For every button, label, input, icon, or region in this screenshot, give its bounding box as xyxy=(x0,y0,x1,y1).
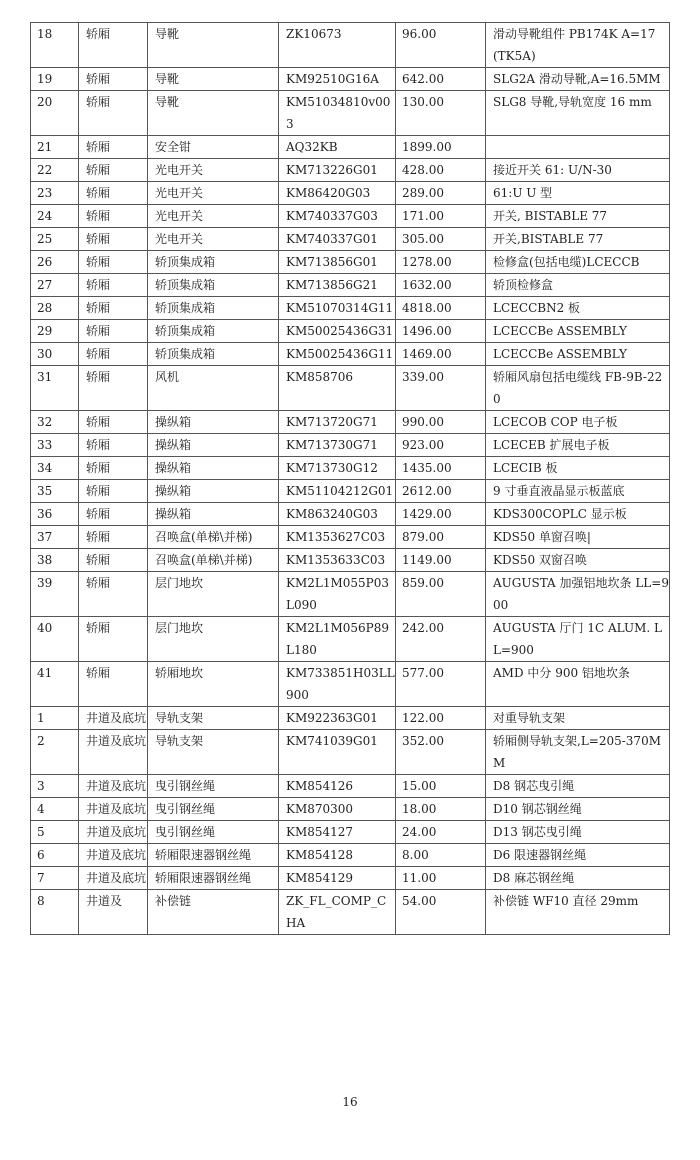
price-cell: 859.00 xyxy=(396,572,486,617)
row-number-cell: 34 xyxy=(31,457,79,480)
part-name-cell: 导轨支架 xyxy=(148,707,279,730)
price-cell: 339.00 xyxy=(396,366,486,411)
part-name-cell: 轿顶集成箱 xyxy=(148,297,279,320)
table-row xyxy=(31,274,670,297)
part-name-cell: 曳引钢丝绳 xyxy=(148,798,279,821)
table-row xyxy=(31,821,670,844)
part-name-cell: 导靴 xyxy=(148,68,279,91)
table-row xyxy=(31,182,670,205)
category-cell: 轿厢 xyxy=(79,434,148,457)
table-row xyxy=(31,411,670,434)
part-name-cell: 操纵箱 xyxy=(148,480,279,503)
price-cell: 1496.00 xyxy=(396,320,486,343)
part-code-cell: KM854128 xyxy=(279,844,396,867)
category-cell: 轿厢 xyxy=(79,480,148,503)
part-name-cell: 轿厢限速器钢丝绳 xyxy=(148,867,279,890)
part-name-cell: 召唤盒(单梯\并梯) xyxy=(148,549,279,572)
category-cell: 轿厢 xyxy=(79,182,148,205)
description-cell: 轿厢侧导轨支架,L=205-370MM xyxy=(486,730,670,775)
category-cell: 轿厢 xyxy=(79,411,148,434)
row-number-cell: 8 xyxy=(31,890,79,935)
part-code-cell: KM740337G03 xyxy=(279,205,396,228)
price-cell: 4818.00 xyxy=(396,297,486,320)
price-cell: 305.00 xyxy=(396,228,486,251)
description-cell: KDS50 双窗召唤 xyxy=(486,549,670,572)
row-number-cell: 23 xyxy=(31,182,79,205)
description-cell: 滑动导靴组件 PB174K A=17 (TK5A) xyxy=(486,23,670,68)
part-code-cell: KM50025436G31 xyxy=(279,320,396,343)
category-cell: 井道及底坑 xyxy=(79,707,148,730)
category-cell: 轿厢 xyxy=(79,457,148,480)
row-number-cell: 20 xyxy=(31,91,79,136)
description-cell: LCECCBN2 板 xyxy=(486,297,670,320)
part-code-cell: KM740337G01 xyxy=(279,228,396,251)
table-row xyxy=(31,549,670,572)
table-row xyxy=(31,662,670,707)
part-name-cell: 操纵箱 xyxy=(148,503,279,526)
price-cell: 96.00 xyxy=(396,23,486,68)
description-cell: KDS300COPLC 显示板 xyxy=(486,503,670,526)
part-name-cell: 层门地坎 xyxy=(148,617,279,662)
row-number-cell: 30 xyxy=(31,343,79,366)
description-cell: D13 钢芯曳引绳 xyxy=(486,821,670,844)
part-name-cell: 导轨支架 xyxy=(148,730,279,775)
price-cell: 54.00 xyxy=(396,890,486,935)
row-number-cell: 27 xyxy=(31,274,79,297)
part-code-cell: KM1353633C03 xyxy=(279,549,396,572)
category-cell: 轿厢 xyxy=(79,320,148,343)
category-cell: 井道及底坑 xyxy=(79,775,148,798)
part-code-cell: KM854129 xyxy=(279,867,396,890)
row-number-cell: 6 xyxy=(31,844,79,867)
part-code-cell: AQ32KB xyxy=(279,136,396,159)
parts-price-table xyxy=(30,22,670,935)
description-cell: D8 钢芯曳引绳 xyxy=(486,775,670,798)
description-cell: KDS50 单窗召唤| xyxy=(486,526,670,549)
part-code-cell: KM51070314G11 xyxy=(279,297,396,320)
price-cell: 8.00 xyxy=(396,844,486,867)
price-cell: 289.00 xyxy=(396,182,486,205)
category-cell: 轿厢 xyxy=(79,343,148,366)
category-cell: 井道及 xyxy=(79,890,148,935)
table-row xyxy=(31,798,670,821)
row-number-cell: 7 xyxy=(31,867,79,890)
table-row xyxy=(31,320,670,343)
table-row xyxy=(31,205,670,228)
table-row xyxy=(31,867,670,890)
row-number-cell: 37 xyxy=(31,526,79,549)
part-code-cell: KM713226G01 xyxy=(279,159,396,182)
price-cell: 122.00 xyxy=(396,707,486,730)
category-cell: 轿厢 xyxy=(79,274,148,297)
price-cell: 1632.00 xyxy=(396,274,486,297)
category-cell: 轿厢 xyxy=(79,526,148,549)
category-cell: 轿厢 xyxy=(79,297,148,320)
part-name-cell: 轿顶集成箱 xyxy=(148,274,279,297)
table-row xyxy=(31,136,670,159)
price-cell: 242.00 xyxy=(396,617,486,662)
table-row xyxy=(31,297,670,320)
row-number-cell: 2 xyxy=(31,730,79,775)
category-cell: 井道及底坑 xyxy=(79,798,148,821)
description-cell: 开关, BISTABLE 77 xyxy=(486,205,670,228)
part-name-cell: 轿厢地坎 xyxy=(148,662,279,707)
description-cell: LCECOB COP 电子板 xyxy=(486,411,670,434)
description-cell: AUGUSTA 厅门 1C ALUM. LL=900 xyxy=(486,617,670,662)
parts-price-table-page xyxy=(30,22,669,935)
table-row xyxy=(31,526,670,549)
row-number-cell: 33 xyxy=(31,434,79,457)
price-cell: 11.00 xyxy=(396,867,486,890)
row-number-cell: 25 xyxy=(31,228,79,251)
category-cell: 轿厢 xyxy=(79,228,148,251)
part-name-cell: 曳引钢丝绳 xyxy=(148,775,279,798)
part-name-cell: 曳引钢丝绳 xyxy=(148,821,279,844)
row-number-cell: 39 xyxy=(31,572,79,617)
part-code-cell: KM51034810v003 xyxy=(279,91,396,136)
price-cell: 923.00 xyxy=(396,434,486,457)
price-cell: 1435.00 xyxy=(396,457,486,480)
part-code-cell: ZK10673 xyxy=(279,23,396,68)
part-code-cell: KM854127 xyxy=(279,821,396,844)
part-code-cell: KM92510G16A xyxy=(279,68,396,91)
part-name-cell: 轿顶集成箱 xyxy=(148,343,279,366)
part-code-cell: KM733851H03LL900 xyxy=(279,662,396,707)
table-row xyxy=(31,775,670,798)
part-code-cell: KM713720G71 xyxy=(279,411,396,434)
part-name-cell: 导靴 xyxy=(148,91,279,136)
category-cell: 轿厢 xyxy=(79,366,148,411)
row-number-cell: 26 xyxy=(31,251,79,274)
description-cell: D10 钢芯钢丝绳 xyxy=(486,798,670,821)
price-cell: 642.00 xyxy=(396,68,486,91)
table-row xyxy=(31,251,670,274)
part-code-cell: KM1353627C03 xyxy=(279,526,396,549)
description-cell: 轿厢风扇包括电缆线 FB-9B-220 xyxy=(486,366,670,411)
description-cell: LCECCBe ASSEMBLY xyxy=(486,320,670,343)
price-cell: 879.00 xyxy=(396,526,486,549)
category-cell: 轿厢 xyxy=(79,572,148,617)
part-name-cell: 召唤盒(单梯\并梯) xyxy=(148,526,279,549)
row-number-cell: 29 xyxy=(31,320,79,343)
category-cell: 轿厢 xyxy=(79,549,148,572)
table-row xyxy=(31,844,670,867)
row-number-cell: 36 xyxy=(31,503,79,526)
price-cell: 990.00 xyxy=(396,411,486,434)
part-code-cell: KM713730G71 xyxy=(279,434,396,457)
category-cell: 轿厢 xyxy=(79,23,148,68)
part-name-cell: 轿顶集成箱 xyxy=(148,251,279,274)
description-cell: LCECCBe ASSEMBLY xyxy=(486,343,670,366)
table-row xyxy=(31,890,670,935)
part-code-cell: KM713730G12 xyxy=(279,457,396,480)
price-cell: 577.00 xyxy=(396,662,486,707)
part-name-cell: 轿顶集成箱 xyxy=(148,320,279,343)
part-code-cell: ZK_FL_COMP_CHA xyxy=(279,890,396,935)
row-number-cell: 19 xyxy=(31,68,79,91)
price-cell: 1149.00 xyxy=(396,549,486,572)
description-cell: SLG8 导靴,导轨宽度 16 mm xyxy=(486,91,670,136)
table-row xyxy=(31,503,670,526)
description-cell: 9 寸垂直液晶显示板蓝底 xyxy=(486,480,670,503)
part-name-cell: 导靴 xyxy=(148,23,279,68)
part-code-cell: KM2L1M055P03L090 xyxy=(279,572,396,617)
part-name-cell: 操纵箱 xyxy=(148,434,279,457)
part-name-cell: 光电开关 xyxy=(148,159,279,182)
part-code-cell: KM870300 xyxy=(279,798,396,821)
table-row xyxy=(31,159,670,182)
description-cell: LCECEB 扩展电子板 xyxy=(486,434,670,457)
description-cell: 检修盒(包括电缆)LCECCB xyxy=(486,251,670,274)
part-code-cell: KM86420G03 xyxy=(279,182,396,205)
table-row xyxy=(31,480,670,503)
table-row xyxy=(31,343,670,366)
part-code-cell: KM51104212G01 xyxy=(279,480,396,503)
price-cell: 171.00 xyxy=(396,205,486,228)
part-name-cell: 光电开关 xyxy=(148,182,279,205)
table-row xyxy=(31,617,670,662)
row-number-cell: 22 xyxy=(31,159,79,182)
description-cell: D8 麻芯钢丝绳 xyxy=(486,867,670,890)
price-cell: 24.00 xyxy=(396,821,486,844)
row-number-cell: 31 xyxy=(31,366,79,411)
description-cell xyxy=(486,136,670,159)
price-cell: 1469.00 xyxy=(396,343,486,366)
part-name-cell: 层门地坎 xyxy=(148,572,279,617)
table-row xyxy=(31,68,670,91)
row-number-cell: 40 xyxy=(31,617,79,662)
description-cell: 开关,BISTABLE 77 xyxy=(486,228,670,251)
part-code-cell: KM2L1M056P89L180 xyxy=(279,617,396,662)
part-code-cell: KM713856G21 xyxy=(279,274,396,297)
part-name-cell: 光电开关 xyxy=(148,205,279,228)
category-cell: 井道及底坑 xyxy=(79,821,148,844)
row-number-cell: 38 xyxy=(31,549,79,572)
table-row xyxy=(31,457,670,480)
description-cell: AUGUSTA 加强铝地坎条 LL=900 xyxy=(486,572,670,617)
category-cell: 井道及底坑 xyxy=(79,867,148,890)
row-number-cell: 1 xyxy=(31,707,79,730)
part-name-cell: 风机 xyxy=(148,366,279,411)
part-code-cell: KM741039G01 xyxy=(279,730,396,775)
row-number-cell: 21 xyxy=(31,136,79,159)
table-row xyxy=(31,434,670,457)
price-cell: 2612.00 xyxy=(396,480,486,503)
part-name-cell: 轿厢限速器钢丝绳 xyxy=(148,844,279,867)
part-name-cell: 补偿链 xyxy=(148,890,279,935)
part-name-cell: 光电开关 xyxy=(148,228,279,251)
description-cell: SLG2A 滑动导靴,A=16.5MM xyxy=(486,68,670,91)
part-name-cell: 操纵箱 xyxy=(148,457,279,480)
row-number-cell: 18 xyxy=(31,23,79,68)
description-cell: D6 限速器钢丝绳 xyxy=(486,844,670,867)
category-cell: 轿厢 xyxy=(79,617,148,662)
row-number-cell: 41 xyxy=(31,662,79,707)
price-cell: 15.00 xyxy=(396,775,486,798)
table-row xyxy=(31,366,670,411)
price-cell: 1429.00 xyxy=(396,503,486,526)
category-cell: 轿厢 xyxy=(79,159,148,182)
row-number-cell: 4 xyxy=(31,798,79,821)
table-row xyxy=(31,91,670,136)
price-cell: 1278.00 xyxy=(396,251,486,274)
part-name-cell: 安全钳 xyxy=(148,136,279,159)
description-cell: 轿顶检修盒 xyxy=(486,274,670,297)
row-number-cell: 35 xyxy=(31,480,79,503)
table-row xyxy=(31,228,670,251)
description-cell: 补偿链 WF10 直径 29mm xyxy=(486,890,670,935)
page-number: 16 xyxy=(342,1095,358,1109)
table-row xyxy=(31,730,670,775)
table-row xyxy=(31,707,670,730)
description-cell: 61:U U 型 xyxy=(486,182,670,205)
part-code-cell: KM863240G03 xyxy=(279,503,396,526)
part-name-cell: 操纵箱 xyxy=(148,411,279,434)
part-code-cell: KM50025436G11 xyxy=(279,343,396,366)
row-number-cell: 24 xyxy=(31,205,79,228)
category-cell: 轿厢 xyxy=(79,68,148,91)
category-cell: 井道及底坑 xyxy=(79,844,148,867)
category-cell: 井道及底坑 xyxy=(79,730,148,775)
part-code-cell: KM922363G01 xyxy=(279,707,396,730)
category-cell: 轿厢 xyxy=(79,503,148,526)
price-cell: 18.00 xyxy=(396,798,486,821)
category-cell: 轿厢 xyxy=(79,251,148,274)
part-code-cell: KM858706 xyxy=(279,366,396,411)
price-cell: 1899.00 xyxy=(396,136,486,159)
row-number-cell: 5 xyxy=(31,821,79,844)
price-cell: 428.00 xyxy=(396,159,486,182)
part-code-cell: KM713856G01 xyxy=(279,251,396,274)
category-cell: 轿厢 xyxy=(79,662,148,707)
row-number-cell: 28 xyxy=(31,297,79,320)
description-cell: 接近开关 61: U/N-30 xyxy=(486,159,670,182)
row-number-cell: 32 xyxy=(31,411,79,434)
description-cell: LCECIB 板 xyxy=(486,457,670,480)
table-row xyxy=(31,23,670,68)
category-cell: 轿厢 xyxy=(79,205,148,228)
price-cell: 130.00 xyxy=(396,91,486,136)
description-cell: AMD 中分 900 铝地坎条 xyxy=(486,662,670,707)
category-cell: 轿厢 xyxy=(79,136,148,159)
part-code-cell: KM854126 xyxy=(279,775,396,798)
row-number-cell: 3 xyxy=(31,775,79,798)
table-row xyxy=(31,572,670,617)
price-cell: 352.00 xyxy=(396,730,486,775)
category-cell: 轿厢 xyxy=(79,91,148,136)
description-cell: 对重导轨支架 xyxy=(486,707,670,730)
